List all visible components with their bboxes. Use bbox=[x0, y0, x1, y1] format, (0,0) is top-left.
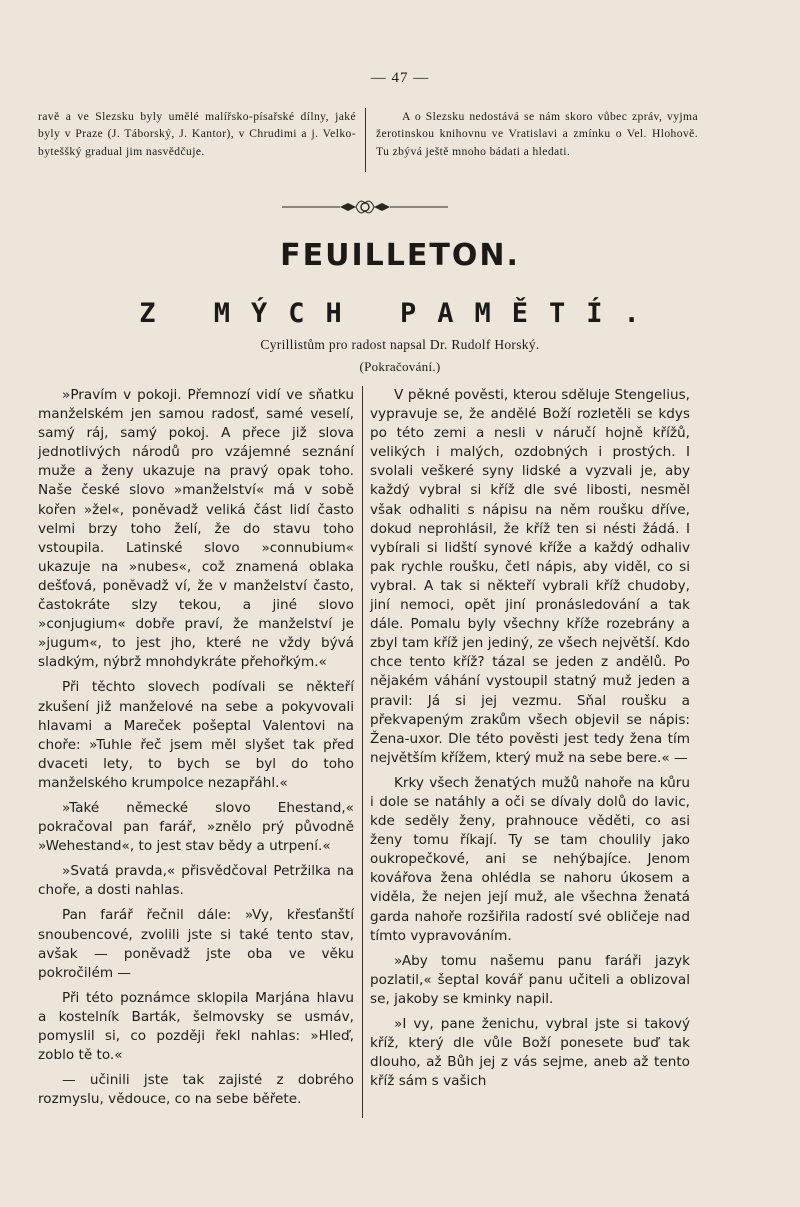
paragraph: »Aby tomu našemu panu faráři jazyk pozlatil,« šeptal kovář panu učiteli a oblizoval se, jakoby se kminky napil. bbox=[370, 952, 690, 1007]
paragraph: V pěkné pověsti, kterou sděluje Stengelius, vypravuje se, že andělé Boží rozletěli se kdys po této zemi a nesli v náručí hojně křížů, velikých i malých, ozdobných i prostých. I svolali veškeré syny lidské a vyzvali je, aby každý vybral si kříž dle své libosti, nesměl však odhaliti s nápisu na něm roušku dříve, dokud neprohlásil, že kříž ten si nésti žádá. I vybírali si lidští synové kříže a každý odhaliv pak rychle roušku, četl nápis, aby viděl, co si vybral. A tak si někteří vybrali kříž chudoby, jiní nemoci, opět jiní pronásledování a tak dále. Pomalu byly všechny kříže rozebrány a zbyl tam kříž jen jediný, ze všech největší. Kdo chce tento kříž? tázal se jeden z andělů. Po nějakém váhání vystoupil statný muž jeden a pravil: Já si jej vezmu. Sňal roušku a překvapeným zrakům všech objevil se nápis: Žena-uxor. Dle této pověsti jest tedy žena tím největším křížem, který muž na sebe bere.« — bbox=[370, 387, 690, 766]
paragraph: »I vy, pane ženichu, vybral jste si takový kříž, který dle vůle Boží ponesete buď tak dlouho, až Bůh jej z vás sejme, aneb až tento kříž sám s vašich bbox=[370, 1016, 690, 1090]
dedication: Cyrillistům pro radost napsal Dr. Rudolf Horský. bbox=[260, 337, 540, 352]
paragraph: Při této poznámce sklopila Marjána hlavu a kostelník Barták, šelmovsky se usmáv, pomyslil si, co později řekl nahlas: »Hleď, zoblo tě to.« bbox=[38, 989, 354, 1064]
feuilleton-heading: FEUILLETON. bbox=[280, 238, 520, 273]
left-column bbox=[38, 386, 354, 1115]
top-left-paragraph: ravě a ve Slezsku byly umělé malířsko-písařské dílny, jaké byly v Praze (J. Táborský, J. Kantor), v Chrudimi a j. Velko-byteššký gradual jim nasvědčuje. bbox=[38, 110, 356, 158]
column-divider bbox=[362, 386, 363, 1118]
page-number: — 47 — bbox=[370, 70, 430, 86]
paragraph: Krky všech ženatých mužů nahoře na kůru i dole se natáhly a oči se dívaly dolů do lavic, kde seděly ženy, prahnouce věděti, co asi ženy tomu říkají. Ty se tam choulily jako oukropečkové, ani se nehýbajíce. Jenom kovářova žena ohlédla se nahoru úkosem a viděla, že nejen její muž, ale všechna ženatá garda nahoře rozšiřila radostí své obličeje nad tímto vypravováním. bbox=[370, 774, 690, 944]
ornament-divider bbox=[282, 196, 448, 218]
top-left-text bbox=[38, 108, 356, 160]
top-column-divider bbox=[365, 108, 366, 172]
right-column bbox=[370, 386, 690, 1097]
continuation-note: (Pokračování.) bbox=[359, 359, 441, 374]
top-right-text bbox=[376, 108, 698, 160]
paragraph: »Svatá pravda,« přisvědčoval Petržilka na choře, a dosti nahlas. bbox=[38, 863, 354, 899]
top-right-paragraph: A o Slezsku nedostává se nám skoro vůbec zpráv, vyjma žerotinskou knihovnu ve Vratislavi a zmínku o Vel. Hlohově. Tu zbývá ještě mnoho bádati a hledati. bbox=[376, 110, 698, 158]
story-title: Z MÝCH PAMĚTÍ. bbox=[139, 298, 661, 329]
paragraph: »Také německé slovo Ehestand,« pokračoval pan farář, »znělo prý původně »Wehestand«, to jest stav bědy a utrpení.« bbox=[38, 799, 354, 855]
paragraph: Pan farář řečnil dále: »Vy, křesťanští snoubencové, zvolili jste si také tento stav, avšak — poněvadž jste oba ve věku pokročilém — bbox=[38, 907, 354, 981]
paragraph: »Pravím v pokoji. Přemnozí vidí ve sňatku manželském jen samou radosť, samé veselí, samý ráj, samý pokoj. A přece již slova jednotlivých národů pro vzájemné seznání muže a ženy ukazuje na pravý opak toho. Naše české slovo »manželství« má v sobě kořen »žel«, poněvadž veliká část lidí často velmi brzy toho želí, že do stavu toho vstoupila. Latinské slovo »connubium« ukazuje na »nubes«, což znamená oblaka dešťová, poněvadž ví, že v manželství často, častokráte slzy tekou, a jiné slovo »conjugium« dobře praví, že manželství je »jugum«, to jest jho, které ne vždy bývá sladkým, nýbrž mnohdykráte přehořkým.« bbox=[38, 387, 354, 671]
paragraph: Při těchto slovech podívali se někteří zkušení již manželové na sebe a pokyvovali hlavami a Mareček pošeptal Valentovi na choře: »Tuhle řeč jsem měl slyšet tak před dvaceti lety, to bych se byl do toho manželského krumpolce nezapřáhl.« bbox=[38, 679, 354, 791]
paragraph: — učinili jste tak zajisté z dobrého rozmyslu, vědouce, co na sebe běřete. bbox=[38, 1072, 354, 1108]
